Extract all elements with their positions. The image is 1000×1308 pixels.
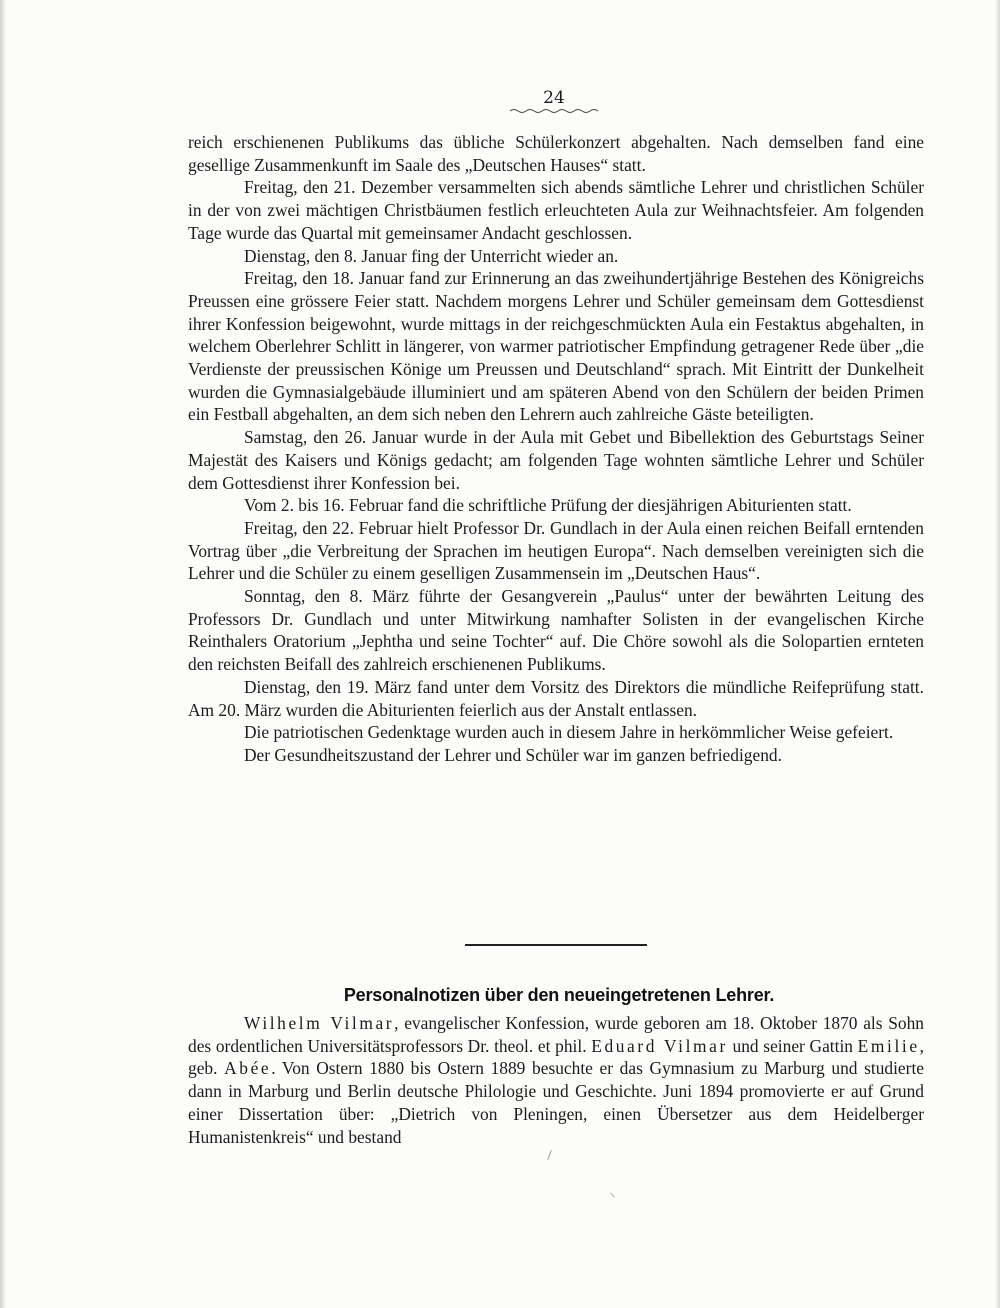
paragraph-kaiser-birthday: Samstag, den 26. Januar wurde in der Aula mit Gebet und Bibellektion des Geburtstags Seiner Majestät des Kaisers und Königs gedacht; am folgenden Tage wohnten sämtliche Lehrer und Schüler dem Gottesdienst ihrer Konfession bei. [188,427,924,493]
maiden-name: Abée [224,1058,272,1079]
page-edge-shadow-right [995,0,1000,1308]
chronicle-text [188,131,924,767]
father-name: Eduard Vilmar [591,1035,728,1056]
section-divider [465,944,647,946]
paragraph-oratorio: Sonntag, den 8. März führte der Gesangverein „Paulus“ unter der bewährten Leitung des Professors Dr. Gundlach und unter Mitwirkung namhafter Solisten in der evangelischen Kirche Reinthalers Oratorium „Jephtha und seine Tochter“ auf. Die Chöre sowohl als die Solopartien ernteten den reichsten Beifall des zahlreich erschienenen Publikums. [188,586,924,675]
text-segment: und seiner Gattin [727,1035,858,1056]
paragraph-patriotic-days: Die patriotischen Gedenktage wurden auch in diesem Jahre in herkömmlicher Weise gefeiert. [244,722,894,743]
text-segment: . Von Ostern 1880 bis Ostern 1889 besuchte er das Gymnasium zu Marburg und studierte dann in Marburg und Berlin deutsche Philologie und Geschichte. Juni 1894 promovierte er auf Grund einer Dissertation über: „Dietrich von Pleningen, einen Übersetzer aus dem Heidelberger Humanistenkreis“ und bestand [188,1058,924,1147]
paragraph-school-resumed: Dienstag, den 8. Januar fing der Unterricht wieder an. [244,245,619,266]
paragraph-christmas: Freitag, den 21. Dezember versammelten sich abends sämtliche Lehrer und christlichen Schüler in der von zwei mächtigen Christbäumen festlich erleuchteten Aula zur Weihnachtsfeier. Am folgenden Tage wurde das Quartal mit gemeinsamer Andacht geschlossen. [188,177,924,243]
paragraph-oral-exam: Dienstag, den 19. März fand unter dem Vorsitz des Direktors die mündliche Reifeprüfung statt. Am 20. März wurden die Abiturienten feierlich aus der Anstalt entlassen. [188,676,924,720]
page-number: 24 [543,88,565,108]
paragraph-lecture: Freitag, den 22. Februar hielt Professor Dr. Gundlach in der Aula einen reichen Beifall erntenden Vortrag über „die Verbreitung der Sprachen im heutigen Europa“. Nach demselben vereinigten sich die Lehrer und die Schüler zu einem geselligen Zusammensein im „Deutschen Haus“. [188,517,924,584]
paragraph-vilmar [188,1012,924,1148]
section-heading: Personalnotizen über den neueingetretenen Lehrer. [343,985,775,1005]
paragraph-written-exam: Vom 2. bis 16. Februar fand die schriftliche Prüfung der diesjährigen Abiturienten statt. [244,495,852,516]
page-number-ornament [510,108,602,116]
mother-name: Emilie [857,1035,920,1056]
paragraph-concert-continuation: reich erschienenen Publikums das übliche Schülerkonzert abgehalten. Nach demselben fand eine gesellige Zusammenkunft im Saale des „Deutschen Hauses“ statt. [188,132,924,175]
scan-speck [610,1192,615,1197]
text-segment: , geb. [188,1035,924,1079]
text-segment: , evangelischer Konfession, wurde geboren am 18. Oktober 1870 als Sohn des ordentlichen Universitätsprofessors Dr. theol. et phil. [188,1013,924,1056]
paragraph-health: Der Gesundheitszustand der Lehrer und Schüler war im ganzen befriedigend. [244,744,782,765]
page-edge-shadow-left [0,0,6,1308]
scan-speck [547,1150,551,1160]
teacher-name: Wilhelm Vilmar [244,1013,395,1033]
paragraph-prussia-anniversary: Freitag, den 18. Januar fand zur Erinnerung an das zweihundertjährige Bestehen des Königreichs Preussen eine grössere Feier statt. Nachdem morgens Lehrer und Schüler gemeinsam dem Gottesdienst ihrer Konfession beigewohnt, wurde mittags in der reichgeschmückten Aula ein Festaktus abgehalten, in welchem Oberlehrer Schlitt in längerer, von warmer patriotischer Empfindung getragener Rede über „die Verdienste der preussischen Könige um Preussen und Deutschland“ sprach. Mit Eintritt der Dunkelheit wurden die Gymnasialgebäude illuminiert und am späteren Abend von den Schülern der beiden Primen ein Festball abgehalten, an dem sich neben den Lehrern auch zahlreiche Gäste beteiligten. [188,268,924,425]
personnel-notes [188,1012,924,1148]
